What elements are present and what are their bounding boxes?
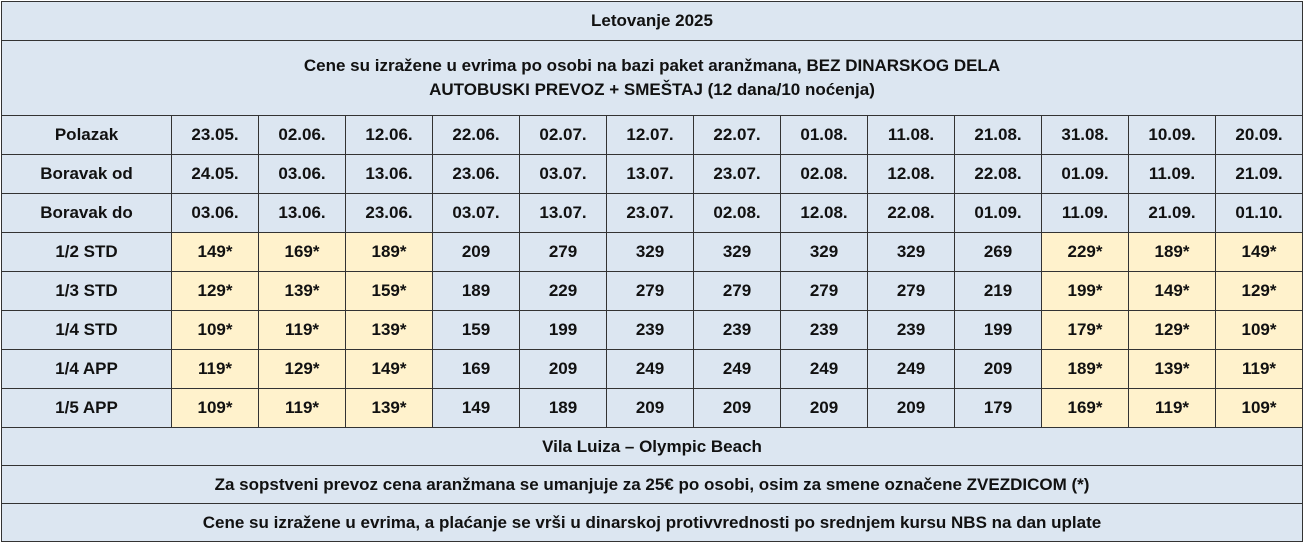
date-cell: 13.06. [259, 194, 346, 233]
price-cell: 199 [520, 311, 607, 350]
price-cell: 249 [781, 350, 868, 389]
date-cell: 13.06. [346, 155, 433, 194]
price-cell: 199* [1042, 272, 1129, 311]
date-cell: 22.08. [868, 194, 955, 233]
date-cell: 03.07. [433, 194, 520, 233]
price-cell: 139* [346, 311, 433, 350]
price-row [2, 272, 1303, 311]
price-cell: 269 [955, 233, 1042, 272]
date-cell: 03.06. [172, 194, 259, 233]
price-cell: 229* [1042, 233, 1129, 272]
price-cell: 189* [346, 233, 433, 272]
price-cell: 109* [172, 311, 259, 350]
price-cell: 279 [520, 233, 607, 272]
date-cell: 21.09. [1129, 194, 1216, 233]
price-cell: 189 [433, 272, 520, 311]
price-cell: 149* [1129, 272, 1216, 311]
room-type-label: 1/4 STD [2, 311, 172, 350]
footer-row [2, 504, 1303, 542]
date-cell: 12.06. [346, 116, 433, 155]
date-cell: 10.09. [1129, 116, 1216, 155]
date-cell: 12.07. [607, 116, 694, 155]
price-row [2, 389, 1303, 428]
price-cell: 279 [781, 272, 868, 311]
price-table-body [2, 2, 1303, 542]
price-cell: 209 [781, 389, 868, 428]
price-cell: 159 [433, 311, 520, 350]
price-cell: 129* [172, 272, 259, 311]
price-cell: 239 [694, 311, 781, 350]
price-cell: 209 [607, 389, 694, 428]
price-cell: 159* [346, 272, 433, 311]
price-cell: 329 [694, 233, 781, 272]
date-row [2, 155, 1303, 194]
date-cell: 12.08. [781, 194, 868, 233]
price-cell: 189* [1042, 350, 1129, 389]
price-cell: 109* [172, 389, 259, 428]
date-cell: 11.08. [868, 116, 955, 155]
date-cell: 02.06. [259, 116, 346, 155]
price-cell: 119* [1216, 350, 1303, 389]
date-cell: 11.09. [1042, 194, 1129, 233]
date-cell: 23.07. [607, 194, 694, 233]
date-cell: 01.09. [955, 194, 1042, 233]
price-cell: 189 [520, 389, 607, 428]
price-cell: 209 [868, 389, 955, 428]
date-cell: 21.09. [1216, 155, 1303, 194]
date-cell: 01.10. [1216, 194, 1303, 233]
price-cell: 209 [694, 389, 781, 428]
price-cell: 209 [433, 233, 520, 272]
table-title: Letovanje 2025 [2, 2, 1303, 41]
price-cell: 139* [1129, 350, 1216, 389]
row-label: Boravak od [2, 155, 172, 194]
date-row [2, 116, 1303, 155]
price-cell: 229 [520, 272, 607, 311]
date-cell: 22.07. [694, 116, 781, 155]
date-cell: 01.09. [1042, 155, 1129, 194]
price-row [2, 311, 1303, 350]
price-cell: 119* [1129, 389, 1216, 428]
room-type-label: 1/3 STD [2, 272, 172, 311]
info-cell [2, 41, 1303, 116]
price-cell: 149 [433, 389, 520, 428]
date-cell: 23.06. [346, 194, 433, 233]
price-row [2, 233, 1303, 272]
row-label: Polazak [2, 116, 172, 155]
date-cell: 12.08. [868, 155, 955, 194]
price-cell: 139* [346, 389, 433, 428]
price-cell: 249 [868, 350, 955, 389]
date-cell: 20.09. [1216, 116, 1303, 155]
info-line-transport: AUTOBUSKI PREVOZ + SMEŠTAJ (12 dana/10 noćenja) [429, 80, 875, 99]
date-cell: 24.05. [172, 155, 259, 194]
price-cell: 219 [955, 272, 1042, 311]
footer-payment-note: Cene su izražene u evrima, a plaćanje se vrši u dinarskoj protivvrednosti po srednjem kursu NBS na dan uplate [2, 504, 1303, 542]
price-cell: 239 [868, 311, 955, 350]
price-cell: 129* [1216, 272, 1303, 311]
price-cell: 119* [172, 350, 259, 389]
date-cell: 23.06. [433, 155, 520, 194]
price-cell: 189* [1129, 233, 1216, 272]
price-cell: 169* [259, 233, 346, 272]
price-cell: 249 [694, 350, 781, 389]
date-cell: 11.09. [1129, 155, 1216, 194]
price-cell: 329 [607, 233, 694, 272]
price-cell: 109* [1216, 311, 1303, 350]
room-type-label: 1/2 STD [2, 233, 172, 272]
date-cell: 02.07. [520, 116, 607, 155]
price-cell: 179* [1042, 311, 1129, 350]
price-cell: 149* [346, 350, 433, 389]
date-cell: 23.07. [694, 155, 781, 194]
footer-hotel-name: Vila Luiza – Olympic Beach [2, 428, 1303, 466]
room-type-label: 1/5 APP [2, 389, 172, 428]
price-cell: 249 [607, 350, 694, 389]
info-row [2, 41, 1303, 116]
price-cell: 279 [607, 272, 694, 311]
title-row [2, 2, 1303, 41]
price-cell: 129* [1129, 311, 1216, 350]
date-cell: 01.08. [781, 116, 868, 155]
price-cell: 149* [1216, 233, 1303, 272]
price-cell: 209 [955, 350, 1042, 389]
price-cell: 239 [781, 311, 868, 350]
date-cell: 21.08. [955, 116, 1042, 155]
price-cell: 209 [520, 350, 607, 389]
date-cell: 02.08. [694, 194, 781, 233]
price-cell: 119* [259, 311, 346, 350]
price-cell: 119* [259, 389, 346, 428]
room-type-label: 1/4 APP [2, 350, 172, 389]
price-cell: 169 [433, 350, 520, 389]
price-cell: 129* [259, 350, 346, 389]
price-table [1, 1, 1303, 542]
date-cell: 23.05. [172, 116, 259, 155]
price-cell: 329 [781, 233, 868, 272]
price-cell: 279 [694, 272, 781, 311]
price-cell: 109* [1216, 389, 1303, 428]
price-row [2, 350, 1303, 389]
price-cell: 199 [955, 311, 1042, 350]
price-cell: 279 [868, 272, 955, 311]
date-cell: 03.07. [520, 155, 607, 194]
date-cell: 13.07. [520, 194, 607, 233]
footer-row [2, 466, 1303, 504]
date-cell: 02.08. [781, 155, 868, 194]
price-cell: 179 [955, 389, 1042, 428]
row-label: Boravak do [2, 194, 172, 233]
price-cell: 139* [259, 272, 346, 311]
date-cell: 22.08. [955, 155, 1042, 194]
price-cell: 149* [172, 233, 259, 272]
footer-row [2, 428, 1303, 466]
price-cell: 329 [868, 233, 955, 272]
price-cell: 239 [607, 311, 694, 350]
date-cell: 03.06. [259, 155, 346, 194]
date-cell: 31.08. [1042, 116, 1129, 155]
date-row [2, 194, 1303, 233]
info-line-pricing: Cene su izražene u evrima po osobi na bazi paket aranžmana, BEZ DINARSKOG DELA [303, 56, 1001, 75]
price-cell: 169* [1042, 389, 1129, 428]
footer-transport-note: Za sopstveni prevoz cena aranžmana se umanjuje za 25€ po osobi, osim za smene označene ZVEZDICOM (*) [2, 466, 1303, 504]
date-cell: 13.07. [607, 155, 694, 194]
date-cell: 22.06. [433, 116, 520, 155]
